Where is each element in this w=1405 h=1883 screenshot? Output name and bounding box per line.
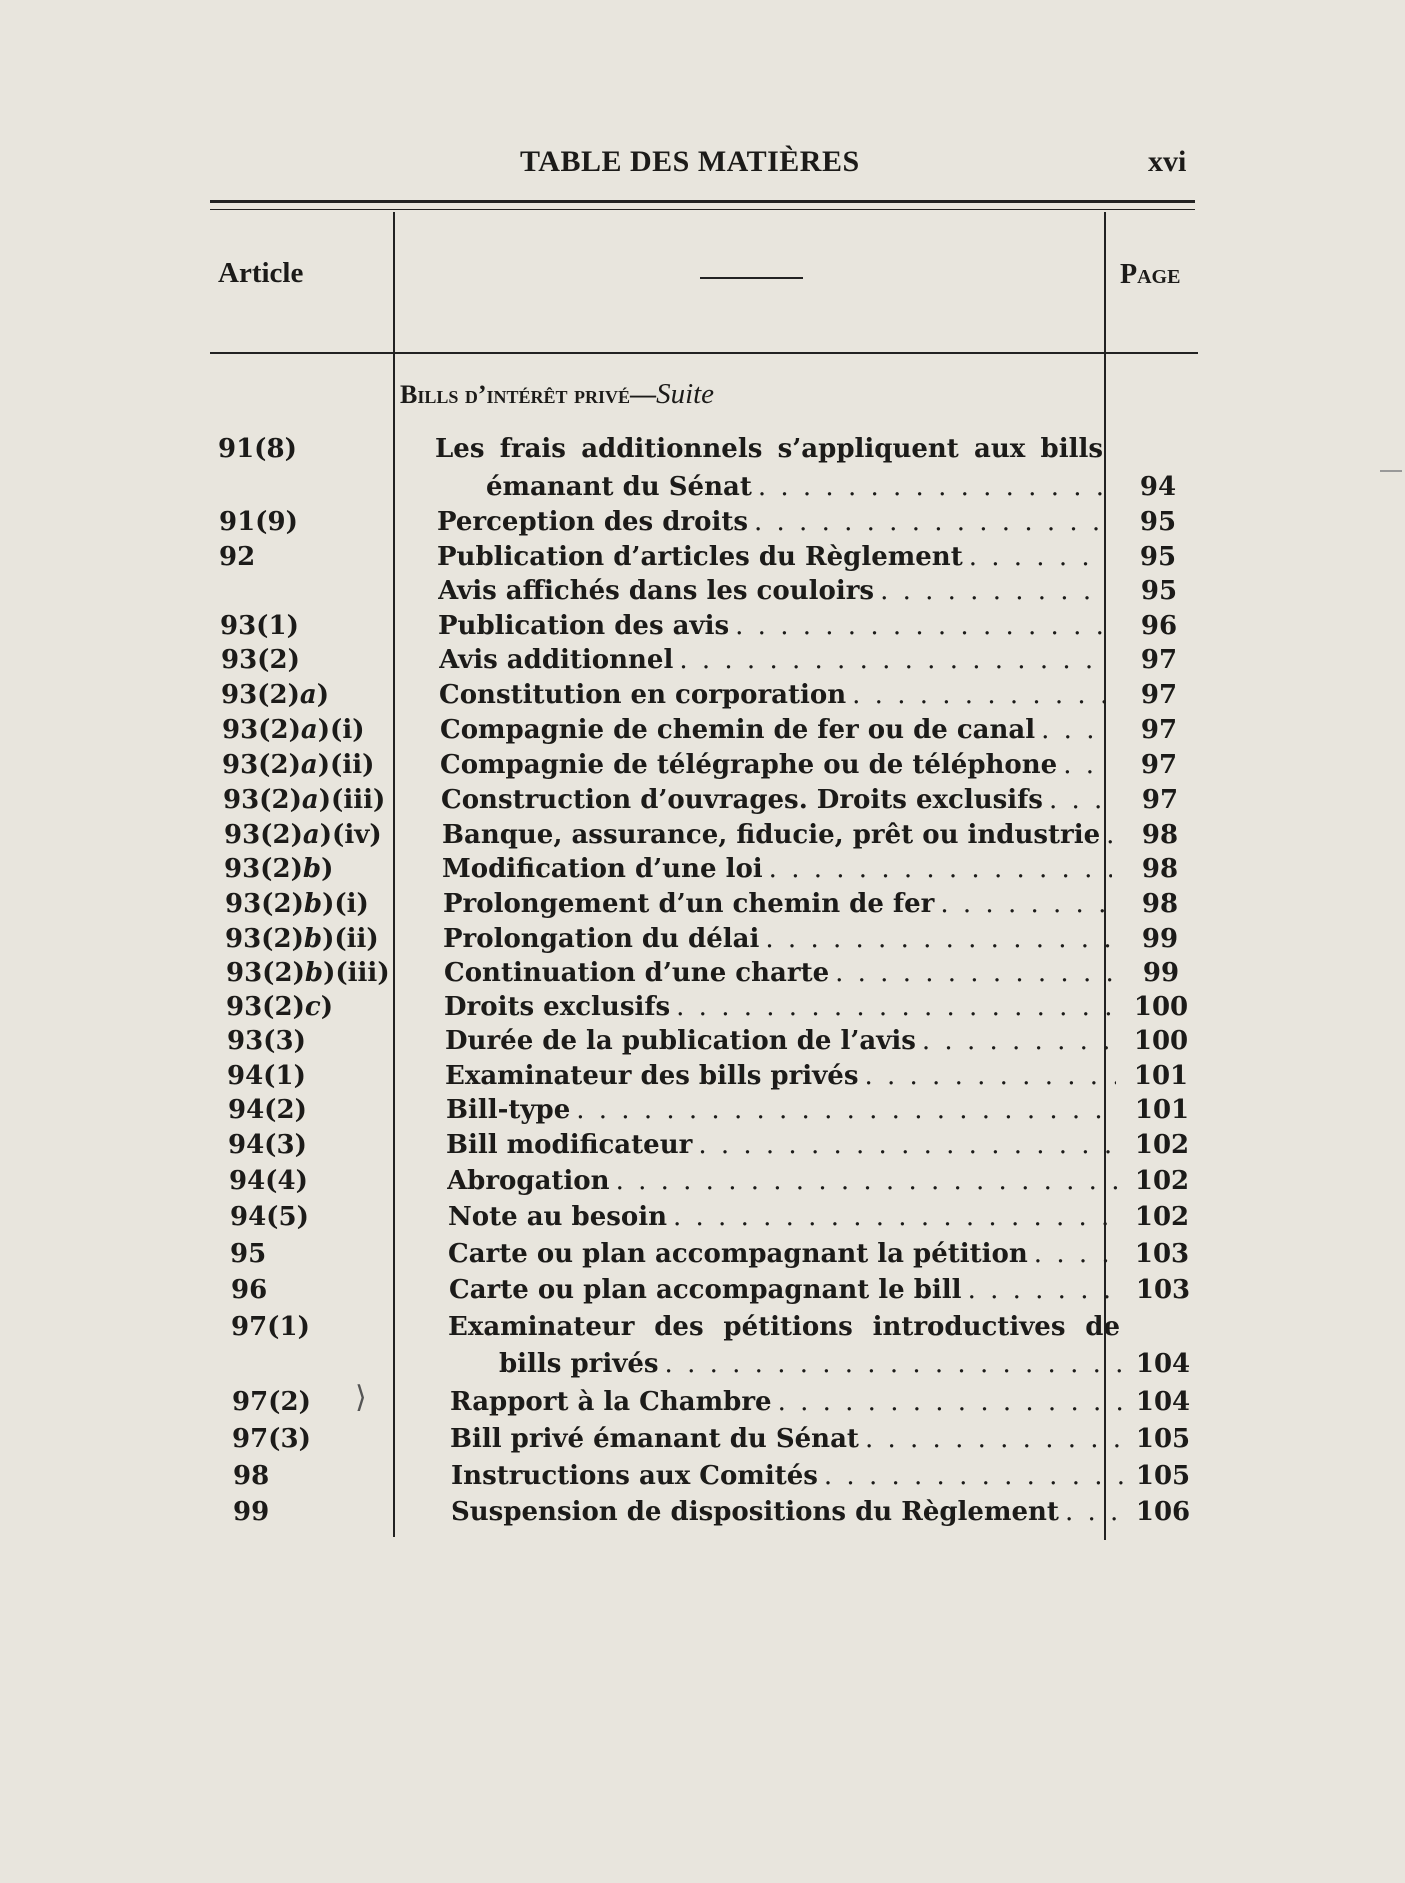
dot-leader [968,1273,1121,1307]
entry-text: Construction d’ouvrages. Droits exclusifs [441,785,1043,815]
dot-leader [969,540,1105,574]
article-number: 98 [233,1461,270,1491]
table-row [0,1237,1405,1271]
entry-text: émanant du Sénat [486,472,752,502]
table-row [0,1312,1405,1381]
entry-text: Perception des droits [437,507,748,537]
page-number: 102 [1134,1130,1190,1160]
table-row [0,1093,1405,1127]
article-number: 93(2)a) [221,680,330,710]
entry-description [438,609,1107,643]
entry-description [451,1495,1124,1529]
entry-text: Durée de la publication de l’avis [445,1026,916,1056]
table-row [0,818,1405,852]
dot-leader [1034,1237,1120,1271]
entry-description [438,574,1107,608]
page-number: 97 [1140,750,1178,780]
page-number: 95 [1140,576,1178,606]
article-number: 94(4) [229,1166,308,1196]
article-number: 93(2)b) [224,854,334,884]
article-number: 93(2)b)(i) [225,889,369,919]
table-row [0,783,1405,817]
entry-text: Rapport à la Chambre [450,1387,772,1417]
article-number: 95 [230,1239,267,1269]
page-folio: xvi [1148,145,1187,178]
description-word: Examinateur [448,1312,635,1342]
entry-text: Compagnie de chemin de fer ou de canal [440,715,1036,745]
dot-leader [1041,713,1109,747]
description-word: Les [435,434,485,464]
entry-text: Constitution en corporation [439,680,847,710]
entry-description [441,783,1111,817]
table-row [0,990,1405,1024]
entry-text: Avis affichés dans les couloirs [438,576,875,606]
article-number: 93(2) [221,645,300,675]
page-number: 96 [1140,611,1178,641]
table-row [0,1128,1405,1162]
entry-text: Droits exclusifs [444,992,671,1022]
dot-leader [852,678,1108,712]
table-row [0,713,1405,747]
entry-description [450,1385,1122,1419]
header-bottom-rule [210,352,1198,354]
entry-description [439,678,1108,712]
table-row [0,1200,1405,1234]
entry-description [442,818,1112,852]
entry-description [437,540,1105,574]
column-header-page: Page [1120,259,1181,290]
column-header-middle-dash [700,277,803,279]
entry-text: Note au besoin [448,1202,667,1232]
entry-description [440,748,1109,782]
entry-description [451,1459,1124,1493]
column-header-article: Article [218,257,304,289]
page-number: 98 [1141,854,1179,884]
table-row [0,505,1405,539]
table-row [0,540,1405,574]
description-word: frais [499,434,566,464]
description-word: introductives [872,1312,1066,1342]
page-number: 102 [1134,1202,1190,1232]
dot-leader [665,1347,1121,1381]
margin-dash-mark [1380,470,1402,472]
article-number: 97(1) [231,1312,310,1342]
page-number: 103 [1135,1275,1191,1305]
page-number: 98 [1141,889,1179,919]
page-number: 102 [1134,1166,1190,1196]
dot-leader [758,470,1104,504]
page-number: 95 [1139,542,1177,572]
dot-leader [754,505,1105,539]
entry-description [444,956,1114,990]
page-number: 97 [1140,645,1178,675]
page-number: 100 [1133,1026,1189,1056]
table-row [0,1273,1405,1307]
table-row [0,1059,1405,1093]
table-row [0,1164,1405,1198]
dot-leader [698,1128,1117,1162]
entry-description [449,1273,1121,1307]
dot-leader [576,1093,1117,1127]
entry-text: Carte ou plan accompagnant la pétition [448,1239,1028,1269]
dot-leader [1106,818,1112,852]
table-row [0,678,1405,712]
table-row [0,609,1405,643]
article-number: 93(2)a)(ii) [222,750,375,780]
article-number: 91(9) [219,507,298,537]
dot-leader [835,956,1114,990]
table-row [0,852,1405,886]
page-number: 103 [1134,1239,1190,1269]
article-number: 99 [233,1497,270,1527]
top-rule-thin [210,209,1195,210]
entry-text: Carte ou plan accompagnant le bill [449,1275,962,1305]
entry-text: Publication d’articles du Règlement [437,542,963,572]
entry-description [437,505,1105,539]
dot-leader [1065,1495,1124,1529]
entry-description [439,643,1108,677]
entry-text: bills privés [499,1349,659,1379]
entry-description [450,1422,1122,1456]
entry-text: Abrogation [447,1166,610,1196]
article-number: 92 [219,542,256,572]
dot-leader [824,1459,1124,1493]
entry-text: Continuation d’une charte [444,958,830,988]
page-number: 104 [1135,1387,1191,1417]
description-word: s’appliquent [777,434,959,464]
margin-tick-mark: ⟩ [355,1380,367,1415]
table-row [0,1422,1405,1456]
entry-text: Modification d’une loi [442,854,763,884]
article-number: 93(2)c) [226,992,334,1022]
entry-description [448,1200,1120,1234]
entry-description [486,470,1104,504]
description-word: des [654,1312,704,1342]
page-number: 105 [1135,1461,1191,1491]
entry-description [448,1237,1120,1271]
entry-description [444,990,1114,1024]
table-row [0,574,1405,608]
entry-text: Instructions aux Comités [451,1461,818,1491]
entry-description [445,1059,1116,1093]
page-number: 105 [1135,1424,1191,1454]
entry-description-line1 [435,432,1103,466]
entry-text: Suspension de dispositions du Règlement [451,1497,1059,1527]
table-row [0,1385,1405,1419]
dot-leader [676,990,1114,1024]
article-number: 97(3) [232,1424,311,1454]
entry-text: Compagnie de télégraphe ou de téléphone [440,750,1058,780]
article-number: 94(2) [228,1095,307,1125]
page-number: 106 [1135,1497,1191,1527]
page-number: 94 [1139,472,1177,502]
entry-description [447,1164,1118,1198]
page-number: 101 [1133,1061,1189,1091]
entry-text: Examinateur des bills privés [445,1061,859,1091]
description-word: additionnels [581,434,763,464]
entry-text: Bill privé émanant du Sénat [450,1424,859,1454]
table-row [0,1495,1405,1529]
section-title [400,378,714,411]
dot-leader [769,852,1112,886]
article-number: 94(5) [230,1202,309,1232]
page-number: 101 [1134,1095,1190,1125]
description-word: aux [974,434,1026,464]
dot-leader [679,643,1108,677]
article-number: 93(2)a)(iv) [224,820,382,850]
dot-leader [880,574,1107,608]
article-number: 94(1) [227,1061,306,1091]
section-title-suffix: Suite [656,378,715,410]
article-number: 93(3) [227,1026,306,1056]
top-rule [210,200,1195,203]
page-number: 95 [1139,507,1177,537]
table-row [0,748,1405,782]
entry-description [446,1128,1117,1162]
entry-description [443,887,1113,921]
dot-leader [865,1422,1122,1456]
entry-text: Bill-type [446,1095,571,1125]
page-number: 100 [1133,992,1189,1022]
page-number: 98 [1141,820,1179,850]
description-word: pétitions [723,1312,853,1342]
dot-leader [864,1059,1116,1093]
article-number: 94(3) [228,1130,307,1160]
entry-description-line1 [448,1310,1120,1344]
table-row [0,956,1405,990]
article-number: 97(2) [232,1387,311,1417]
table-row [0,887,1405,921]
entry-description [440,713,1109,747]
dot-leader [673,1200,1120,1234]
table-row [0,643,1405,677]
article-number: 93(2)a)(iii) [223,785,386,815]
page-number: 97 [1141,785,1179,815]
entry-description [446,1093,1117,1127]
article-number: 93(1) [220,611,299,641]
entry-description [442,852,1112,886]
entry-description [443,922,1113,956]
table-row [0,1024,1405,1058]
entry-text: Publication des avis [438,611,730,641]
dot-leader [1049,783,1111,817]
entry-description [499,1347,1121,1381]
entry-text: Avis additionnel [439,645,674,675]
description-word: bills [1040,434,1103,464]
page-number: 99 [1141,924,1179,954]
page-number: 97 [1140,680,1178,710]
article-number: 91(8) [218,434,297,464]
dot-leader [922,1024,1116,1058]
article-number: 96 [231,1275,268,1305]
entry-text: Bill modificateur [446,1130,693,1160]
dot-leader [940,887,1113,921]
running-title: TABLE DES MATIÈRES [520,145,860,178]
dot-leader [1063,748,1109,782]
article-number: 93(2)b)(ii) [225,924,379,954]
section-title-text: Bills d’intérêt privé— [400,380,657,409]
table-row [0,1459,1405,1493]
table-row [0,434,1405,504]
page-number: 97 [1140,715,1178,745]
article-number: 93(2)a)(i) [222,715,365,745]
table-row [0,922,1405,956]
entry-description [445,1024,1116,1058]
article-number: 93(2)b)(iii) [226,958,390,988]
entry-text: Prolongement d’un chemin de fer [443,889,935,919]
entry-text: Prolongation du délai [443,924,760,954]
page-number: 99 [1142,958,1180,988]
page-number: 104 [1135,1349,1191,1379]
dot-leader [616,1164,1118,1198]
entry-text: Banque, assurance, fiducie, prêt ou industrie [442,820,1101,850]
dot-leader [765,922,1113,956]
description-word: de [1085,1312,1120,1342]
dot-leader [735,609,1107,643]
dot-leader [778,1385,1122,1419]
